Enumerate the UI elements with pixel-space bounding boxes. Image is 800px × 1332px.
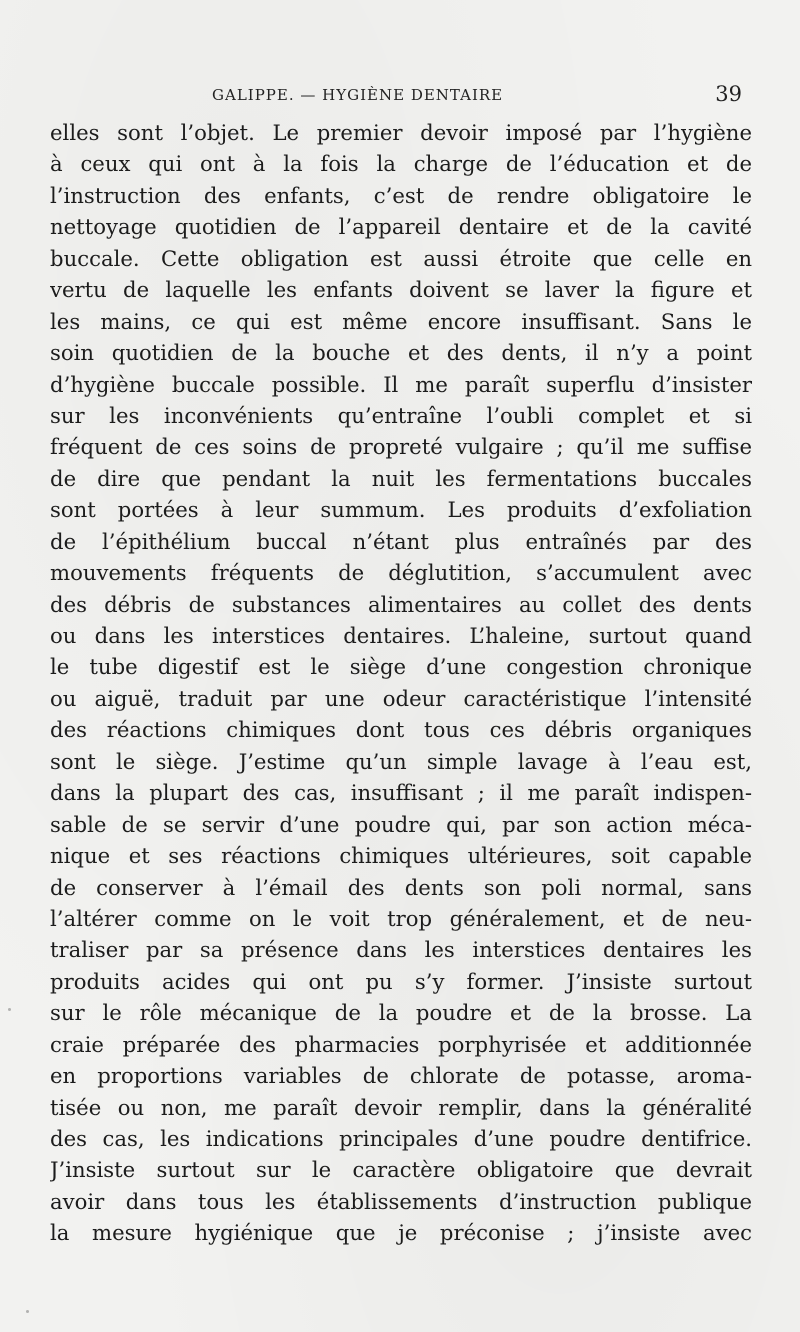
text-line: de conserver à l’émail des dents son poli normal, sans bbox=[50, 874, 752, 900]
text-line: la mesure hygiénique que je préconise ; j’insiste avec bbox=[50, 1220, 752, 1246]
text-line: de l’épithélium buccal n’étant plus entraînés par des bbox=[50, 528, 752, 554]
text-line: sable de se servir d’une poudre qui, par son action méca- bbox=[50, 811, 752, 837]
text-line: produits acides qui ont pu s’y former. J’insiste surtout bbox=[50, 968, 752, 994]
text-line: ou dans les interstices dentaires. L’haleine, surtout quand bbox=[50, 623, 752, 648]
paper-speck bbox=[26, 1310, 29, 1313]
text-line: fréquent de ces soins de propreté vulgaire ; qu’il me suffise bbox=[50, 434, 752, 460]
text-line: de dire que pendant la nuit les fermentations buccales bbox=[50, 465, 752, 491]
running-head: GALIPPE. — HYGIÈNE DENTAIRE bbox=[212, 86, 504, 104]
text-line: buccale. Cette obligation est aussi étroite que celle en bbox=[50, 245, 752, 271]
text-line: le tube digestif est le siège d’une congestion chronique bbox=[50, 654, 752, 680]
text-line: d’hygiène buccale possible. Il me paraît superflu d’insister bbox=[50, 371, 752, 397]
text-line: à ceux qui ont à la fois la charge de l’éducation et de bbox=[50, 151, 752, 177]
text-line: sont le siège. J’estime qu’un simple lavage à l’eau est, bbox=[50, 748, 752, 774]
text-line: des débris de substances alimentaires au collet des dents bbox=[50, 591, 752, 617]
text-line: elles sont l’objet. Le premier devoir imposé par l’hygiène bbox=[50, 120, 752, 145]
text-line: l’altérer comme on le voit trop généralement, et de neu- bbox=[50, 905, 752, 931]
body-text bbox=[50, 117, 752, 1249]
text-line: tisée ou non, me paraît devoir remplir, dans la généralité bbox=[50, 1094, 752, 1120]
paper-speck bbox=[8, 1008, 11, 1011]
text-line: dans la plupart des cas, insuffisant ; il me paraît indispen- bbox=[50, 780, 752, 806]
text-line: soin quotidien de la bouche et des dents, il n’y a point bbox=[50, 340, 752, 366]
text-line: sur le rôle mécanique de la poudre et de la brosse. La bbox=[50, 1000, 752, 1026]
text-line: l’instruction des enfants, c’est de rendre obligatoire le bbox=[50, 182, 752, 208]
page-header bbox=[212, 84, 742, 108]
text-line: nettoyage quotidien de l’appareil dentaire et de la cavité bbox=[50, 214, 752, 240]
text-line: en proportions variables de chlorate de potasse, aroma- bbox=[50, 1063, 752, 1089]
text-line: nique et ses réactions chimiques ultérieures, soit capable bbox=[50, 843, 752, 869]
text-line: J’insiste surtout sur le caractère obligatoire que devrait bbox=[50, 1157, 752, 1183]
paper-speck bbox=[664, 190, 667, 193]
text-line: ou aiguë, traduit par une odeur caractéristique l’intensité bbox=[50, 685, 752, 711]
text-line: vertu de laquelle les enfants doivent se laver la figure et bbox=[50, 277, 752, 303]
text-line: sur les inconvénients qu’entraîne l’oubli complet et si bbox=[50, 402, 752, 428]
text-line: mouvements fréquents de déglutition, s’accumulent avec bbox=[50, 560, 752, 586]
text-line: les mains, ce qui est même encore insuffisant. Sans le bbox=[50, 308, 752, 334]
text-line: avoir dans tous les établissements d’instruction publique bbox=[50, 1188, 752, 1214]
text-line: des cas, les indications principales d’une poudre dentifrice. bbox=[50, 1126, 752, 1151]
text-line: des réactions chimiques dont tous ces débris organiques bbox=[50, 717, 752, 743]
text-line: craie préparée des pharmacies porphyrisée et additionnée bbox=[50, 1031, 752, 1057]
page-number: 39 bbox=[715, 82, 742, 106]
text-line: sont portées à leur summum. Les produits d’exfoliation bbox=[50, 497, 752, 523]
text-line: traliser par sa présence dans les interstices dentaires les bbox=[50, 937, 752, 963]
